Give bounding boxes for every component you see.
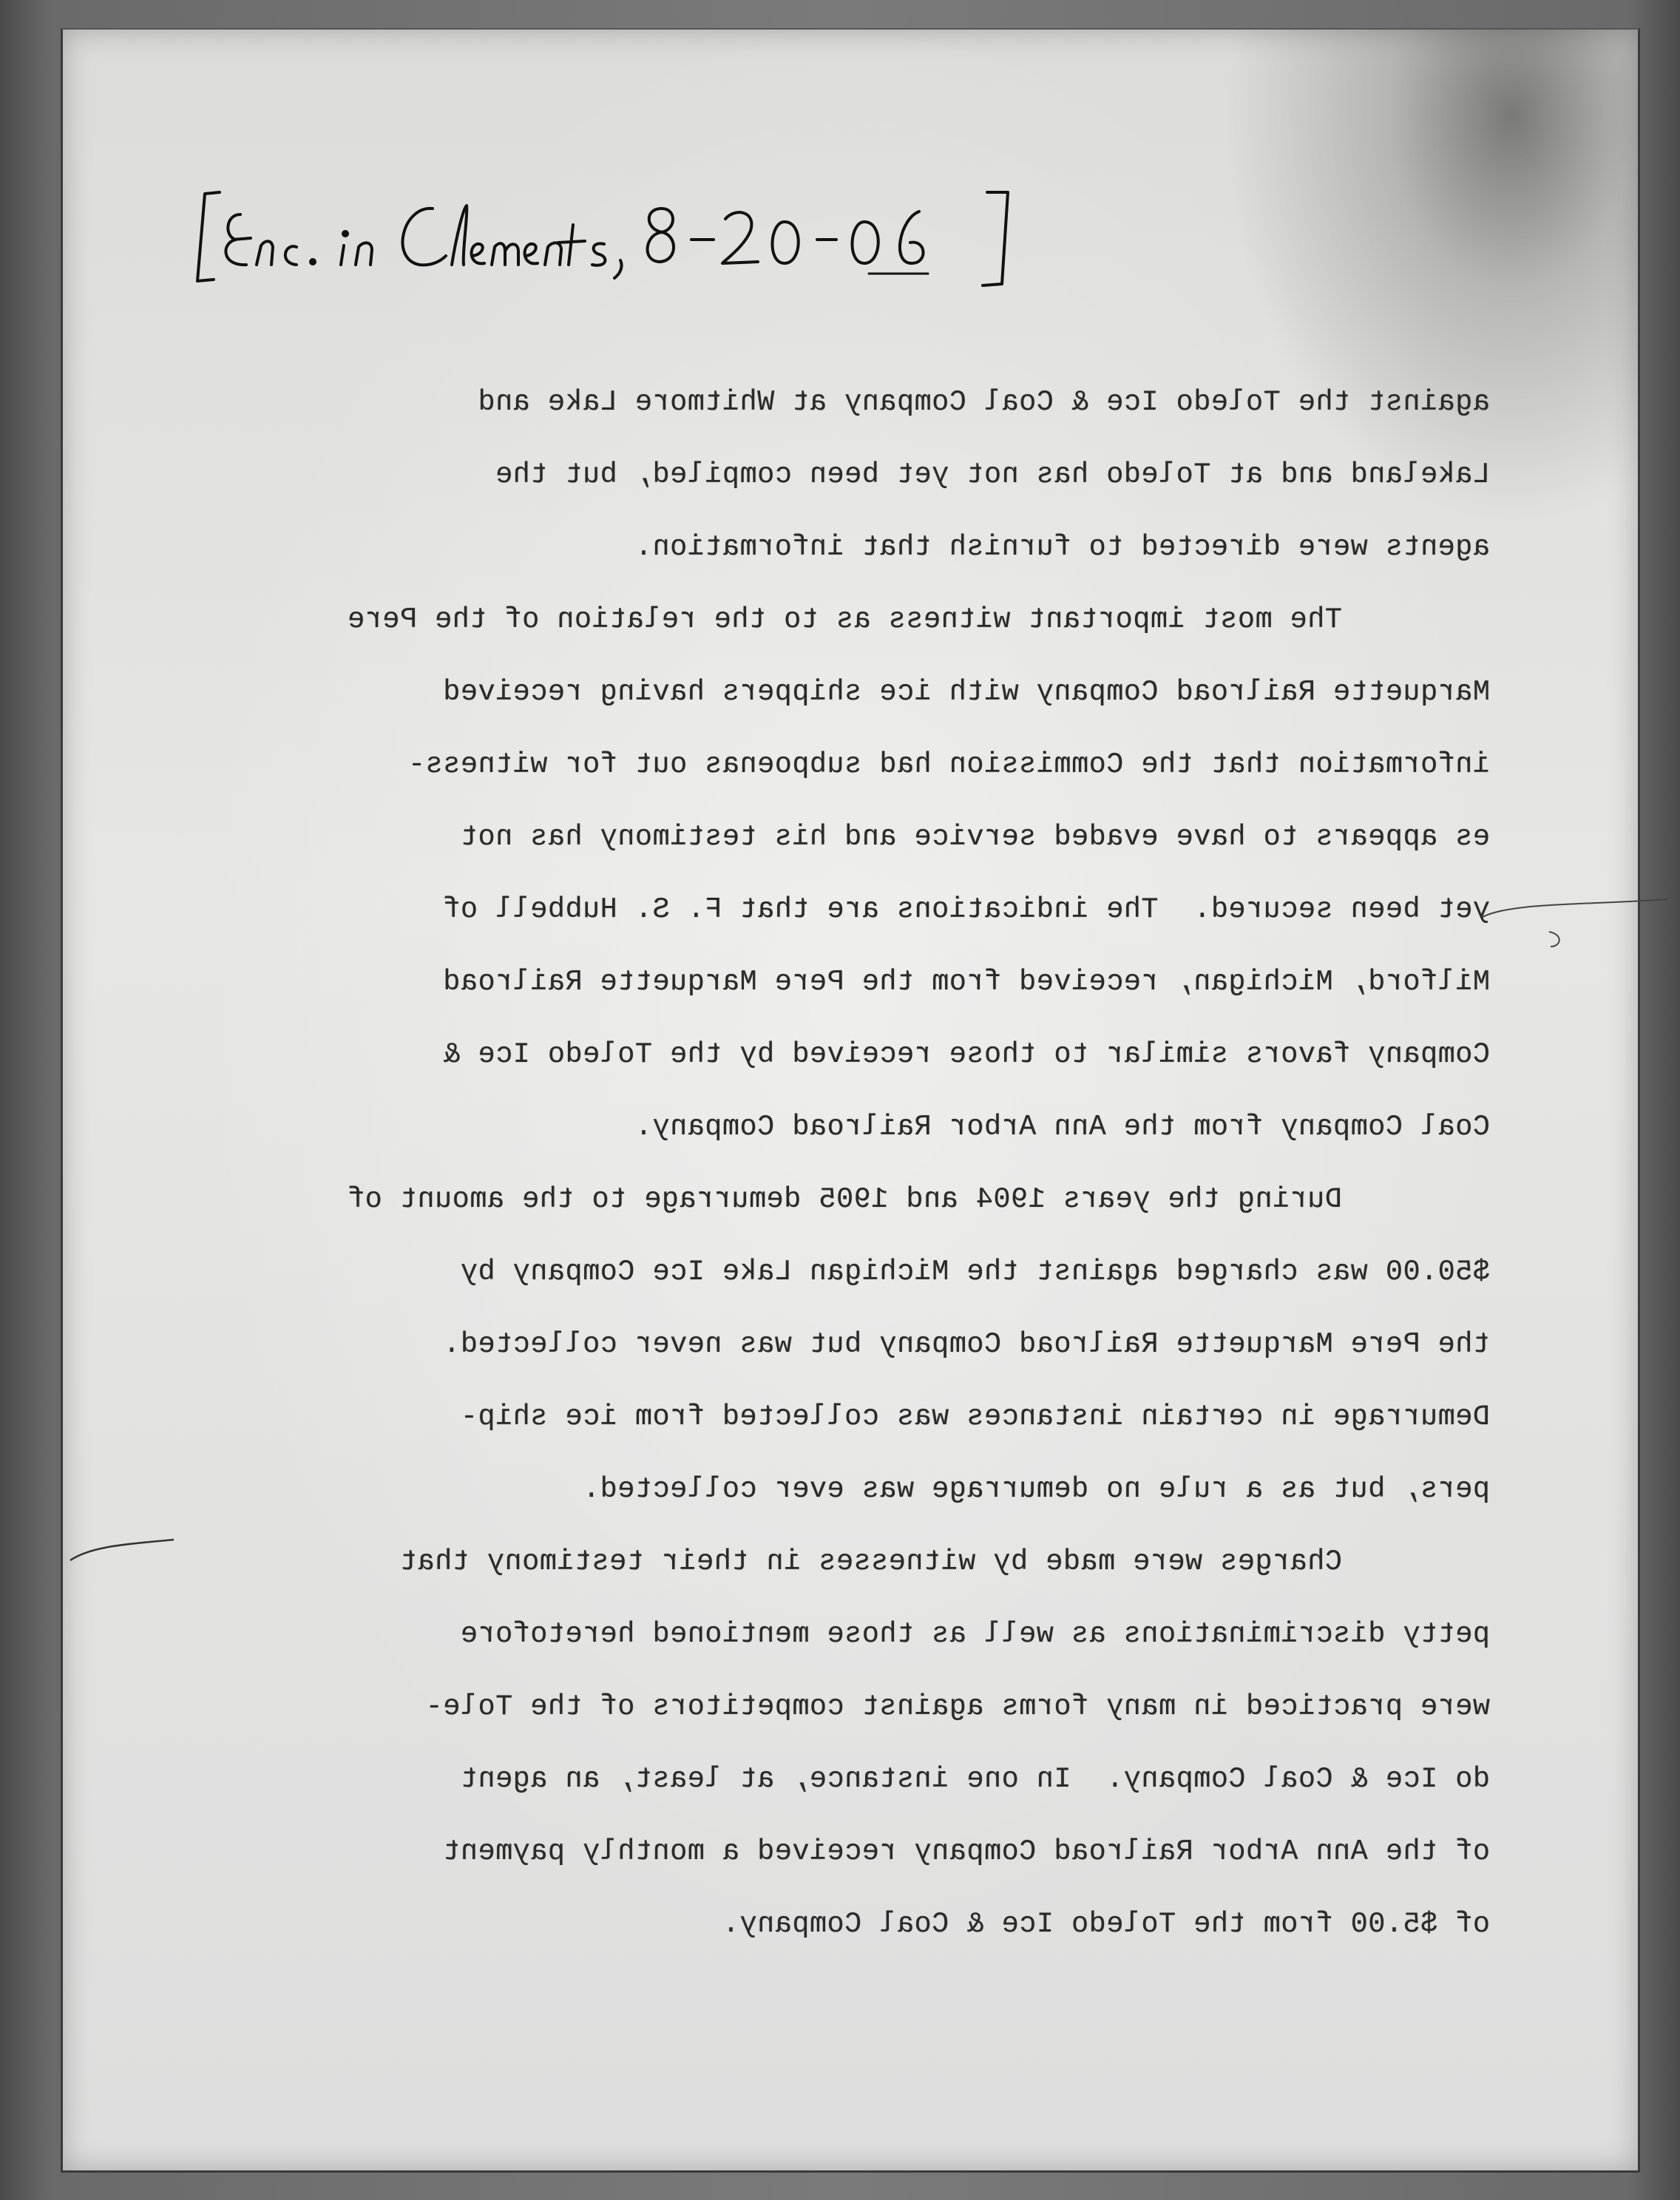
text-line: es appears to have evaded service and his testimony has not xyxy=(460,821,1490,853)
mirrored-typed-text xyxy=(211,366,1490,1960)
handwritten-annotation-drawing xyxy=(189,163,1039,296)
text-line: Lakeland and at Toledo has not yet been compiled, but the xyxy=(495,458,1490,491)
handwritten-annotation xyxy=(189,163,1039,296)
text-line: The most important witness as to the relation of the Pere xyxy=(347,603,1342,636)
document-page xyxy=(61,28,1640,2173)
text-line: Marquette Railroad Company with ice shippers having received xyxy=(442,676,1490,708)
left-margin-pencil-mark xyxy=(63,1523,181,1583)
margin-pencil-mark xyxy=(1483,873,1675,961)
text-line: the Pere Marquette Railroad Company but was never collected. xyxy=(442,1328,1490,1361)
text-line: $50.00 was charged against the Michigan Lake Ice Company by xyxy=(460,1256,1490,1288)
text-line: were practiced in many forms against competitors of the Tole- xyxy=(425,1690,1490,1723)
text-line: of $5.00 from the Toledo Ice & Coal Company. xyxy=(722,1908,1490,1940)
text-line: agents were directed to furnish that information. xyxy=(634,531,1490,563)
right-margin-small-mark xyxy=(1542,924,1571,954)
text-line: Milford, Michigan, received from the Pere Marquette Railroad xyxy=(442,966,1490,998)
text-line: pers, but as a rule no demurrage was ever collected. xyxy=(582,1473,1490,1506)
text-line: of the Ann Arbor Railroad Company received a monthly payment xyxy=(442,1835,1490,1868)
text-line: against the Toledo Ice & Coal Company at Whitmore Lake and xyxy=(477,386,1490,419)
text-line: yet been secured. The indications are that F. S. Hubbell of xyxy=(442,893,1490,926)
text-line: Demurrage in certain instances was collected from ice ship- xyxy=(460,1401,1490,1433)
text-line: Charges were made by witnesses in their testimony that xyxy=(399,1546,1342,1578)
text-line: Coal Company from the Ann Arbor Railroad Company. xyxy=(634,1111,1490,1143)
text-line: do Ice & Coal Company. In one instance, at least, an agent xyxy=(460,1763,1490,1795)
text-line: Company favors similar to those received by the Toledo Ice & xyxy=(442,1038,1490,1071)
text-line: information that the Commission had subpoenas out for witness- xyxy=(407,748,1490,781)
text-line: During the years 1904 and 1905 demurrage to the amount of xyxy=(347,1183,1342,1216)
text-line: petty discriminations as well as those mentioned heretofore xyxy=(460,1618,1490,1651)
